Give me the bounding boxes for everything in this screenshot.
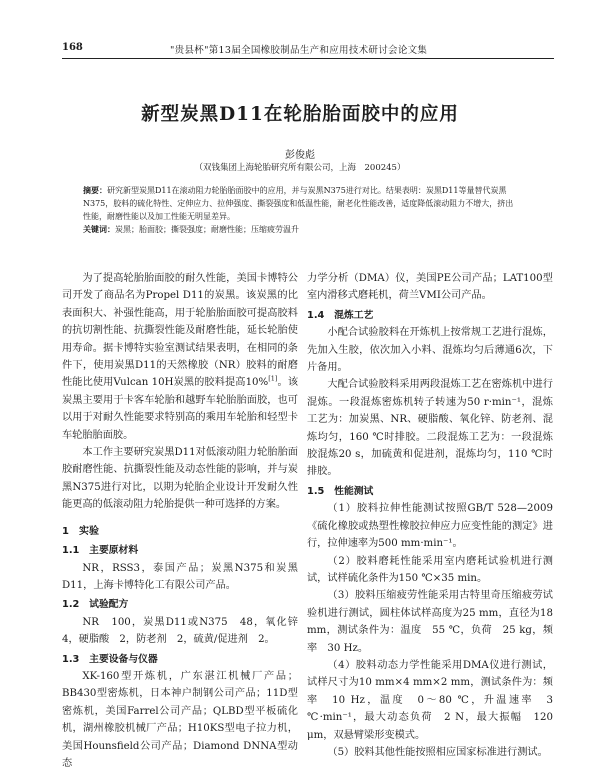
equipment-paragraph: XK-160型开炼机，广东湛江机械厂产品；BB430型密炼机，日本神户制钢公司产品；11D型密炼机，美国Farrel公司产品；QLBD型平板硫化机，湖州橡胶机械厂产品；H10KS型电子拉力机，美国Hounsfield公司产品；Diamond DNNA型动态 bbox=[62, 670, 298, 769]
materials-paragraph: NR，RSS3，泰国产品；炭黑N375和炭黑D11，上海卡博特化工有限公司产品。 bbox=[62, 562, 298, 591]
test-item-5: （5）胶料其他性能按照相应国家标准进行测试。 bbox=[327, 746, 548, 758]
intro-text-tail: 。该炭黑主要用于卡客车轮胎和越野车轮胎胎面胶，也可以用于对耐久性能要求特别高的乘用车轮胎和轻型卡车轮胎胎面胶。 bbox=[62, 377, 299, 441]
formula-paragraph: NR 100，炭黑D11或N375 48，氧化锌 4，硬脂酸 2，防老剂 2，硫黄/促进剂 2。 bbox=[62, 616, 309, 646]
subsection-materials: 1.1 主要原材料 bbox=[62, 545, 139, 557]
subsection-formula: 1.2 试验配方 bbox=[62, 599, 129, 611]
paper-title: 新型炭黑D11在轮胎胎面胶中的应用 bbox=[141, 104, 459, 125]
test-item-1: （1）胶料拉伸性能测试按照GB/T 528—2009《硫化橡胶或热塑性橡胶拉伸应力应变性能的测定》进行，拉伸速率为500 mm·min⁻¹。 bbox=[307, 503, 553, 550]
affiliation: （双钱集团上海轮胎研究所有限公司，上海 200245） bbox=[194, 163, 406, 173]
test-item-4: （4）胶料动态力学性能采用DMA仪进行测试，试样尺寸为10 mm×4 mm×2 mm，测试条件为：频率 10 Hz，温度 0～80 ℃，升温速率 3 ℃·min⁻¹，最大动态负荷 2 N，最大振幅 120 μm，双悬臂梁形变模式。 bbox=[307, 659, 553, 741]
right-column bbox=[307, 270, 553, 761]
running-title: "贵县杯"第13届全国橡胶制品生产和应用技术研讨会论文集 bbox=[170, 45, 428, 56]
mixing-paragraph-1: 小配合试验胶料在开炼机上按常规工艺进行混炼，先加入生胶，依次加入小料、混炼均匀后薄通6次，下片备用。 bbox=[307, 327, 553, 374]
abstract bbox=[83, 184, 519, 223]
keywords-text: 炭黑；胎面胶；撕裂强度；耐磨性能；压缩疲劳温升 bbox=[115, 225, 299, 234]
left-column bbox=[62, 270, 309, 772]
keywords bbox=[83, 223, 519, 236]
author: 彭俊彪 bbox=[285, 150, 315, 161]
intro-paragraph-1 bbox=[62, 270, 298, 444]
running-header bbox=[62, 42, 554, 58]
test-item-3: （3）胶料压缩疲劳性能采用古特里奇压缩疲劳试验机进行测试，圆柱体试样高度为25 mm，直径为18 mm，测试条件为：温度 55 ℃，负荷 25 kg，频率 30 Hz。 bbox=[307, 590, 553, 654]
subsection-testing: 1.5 性能测试 bbox=[307, 485, 374, 497]
intro-text: 为了提高轮胎胎面胶的耐久性能，美国卡博特公司开发了商品名为Propel D11的炭黑。该炭黑的比表面积大、补强性能高，用于轮胎胎面胶可提高胶料的抗切割性能、抗撕裂性能及耐磨性能，延长轮胎使用寿命。据卡博特实验室测试结果表明，在相同的条件下，使用炭黑D11的天然橡胶（NR）胶料的耐磨性能比使用Vulcan 10H炭黑的胶料提高10% bbox=[62, 273, 298, 389]
section-heading-experiment: 1 实验 bbox=[62, 525, 99, 537]
intro-paragraph-2: 本工作主要研究炭黑D11对低滚动阻力轮胎胎面胶耐磨性能、抗撕裂性能及动态性能的影响，并与炭黑N375进行对比，以期为轮胎企业设计开发耐久性能更高的低滚动阻力轮胎提供一种可选择的方案。 bbox=[62, 447, 298, 511]
header-rule bbox=[62, 58, 554, 59]
abstract-label: 摘要： bbox=[83, 185, 107, 195]
citation-ref: [1] bbox=[268, 375, 278, 384]
subsection-mixing: 1.4 混炼工艺 bbox=[307, 309, 374, 321]
abstract-block bbox=[83, 184, 519, 236]
subsection-equipment: 1.3 主要设备与仪器 bbox=[62, 653, 158, 665]
mixing-paragraph-2: 大配合试验胶料采用两段混炼工艺在密炼机中进行混炼。一段混炼密炼机转子转速为50 r·min⁻¹，混炼工艺为：加炭黑、NR、硬脂酸、氧化锌、防老剂、混炼均匀，160 ℃时排胶。二段混炼工艺为：一段混炼胶混炼20 s，加硫黄和促进剂，混炼均匀，110 ℃时排胶。 bbox=[307, 379, 553, 478]
page-number: 168 bbox=[62, 42, 83, 53]
test-item-2: （2）胶料磨耗性能采用室内磨耗试验机进行测试，试样硫化条件为150 ℃×35 min。 bbox=[307, 555, 553, 584]
keywords-label: 关键词： bbox=[83, 224, 115, 234]
equipment-paragraph-cont: 力学分析（DMA）仪，美国PE公司产品；LAT100型室内滑移式磨耗机，荷兰VMI公司产品。 bbox=[307, 273, 553, 302]
abstract-text: 研究新型炭黑D11在滚动阻力轮胎胎面胶中的应用，并与炭黑N375进行对比。结果表明：炭黑D11等量替代炭黑N375，胶料的硫化特性、定伸应力、拉伸强度、撕裂强度和低温性能，耐老化性能改善，适度降低滚动阻力不增大，挤出性能，耐磨性能以及加工性能无明显差异。 bbox=[83, 186, 514, 221]
